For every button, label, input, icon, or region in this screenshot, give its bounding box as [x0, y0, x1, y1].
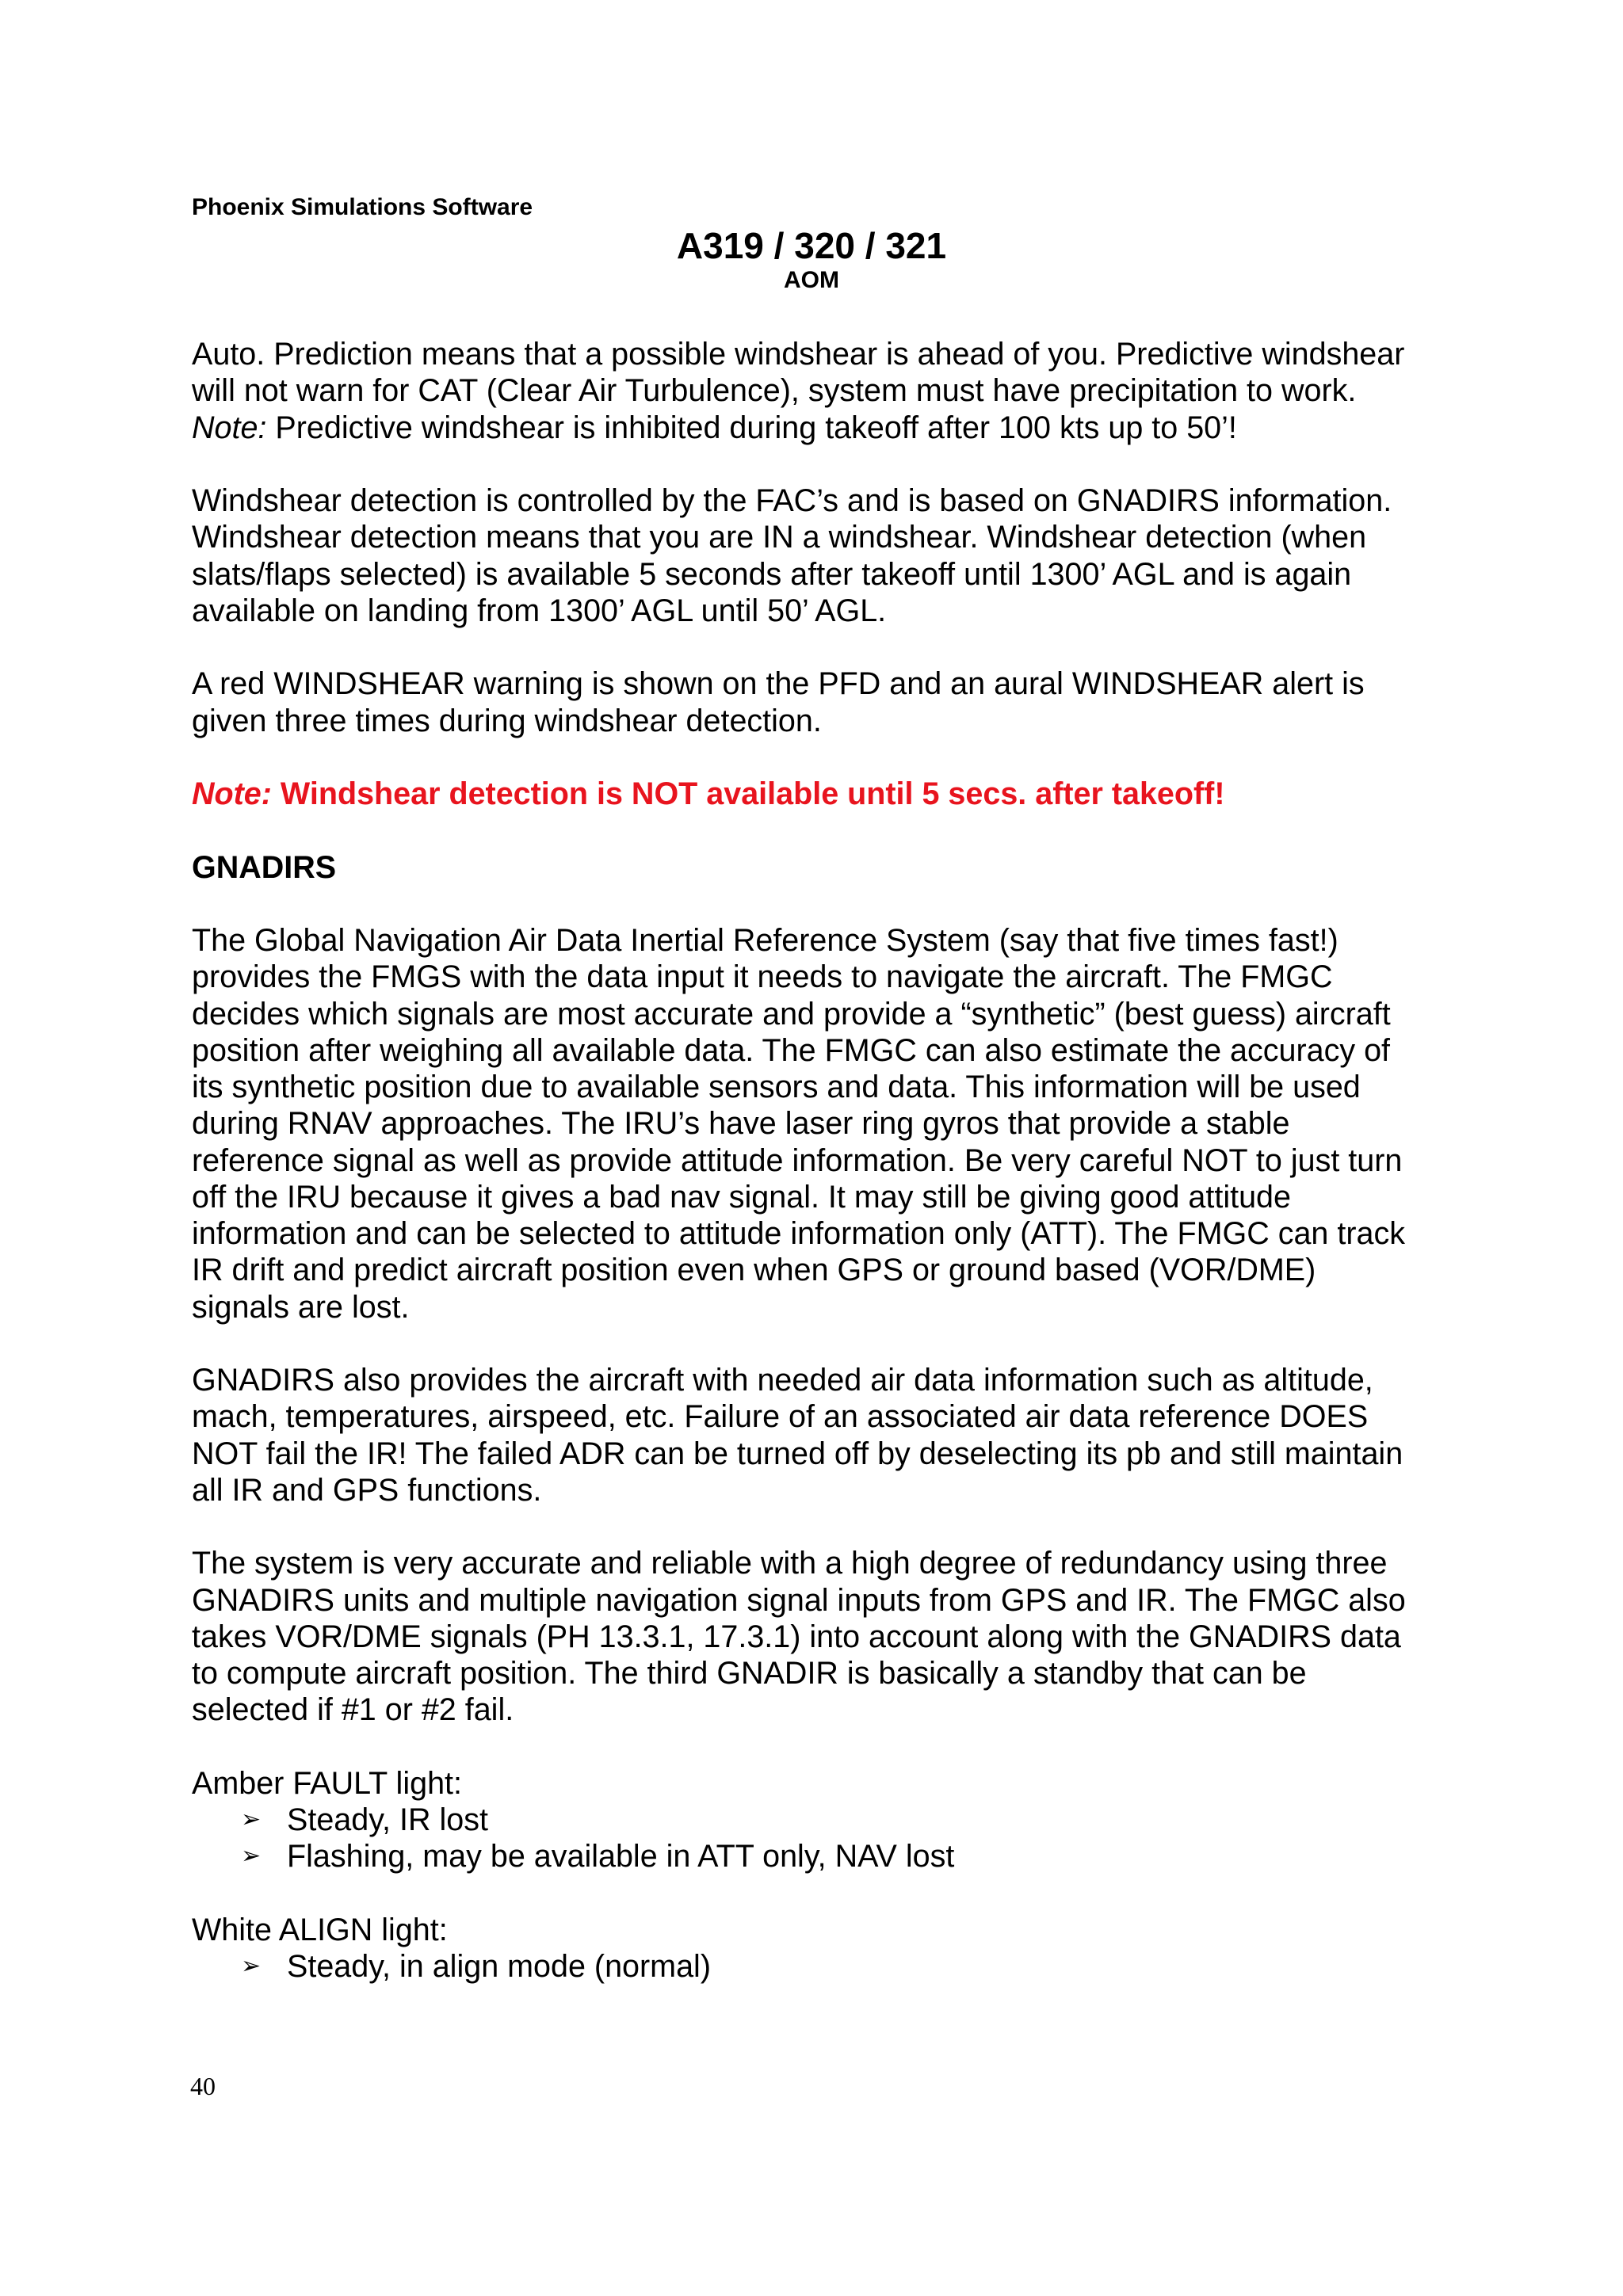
- note-text: Windshear detection is NOT available until 5 secs. after takeoff!: [271, 776, 1225, 811]
- text-line: its synthetic position due to available sensors and data. This information will be used: [192, 1070, 1361, 1104]
- fault-light-block: [192, 1765, 1491, 1875]
- note-line: [192, 776, 1491, 812]
- arrow-bullet-icon: ➢: [241, 1806, 262, 1833]
- text-line: given three times during windshear detection.: [192, 703, 822, 738]
- page-number: 40: [190, 2072, 216, 2100]
- arrow-bullet-icon: ➢: [241, 1843, 262, 1870]
- document-subtitle: AOM: [784, 267, 839, 293]
- fault-light-list: [192, 1802, 1491, 1875]
- text-line: available on landing from 1300’ AGL until 50’ AGL.: [192, 593, 887, 628]
- paragraph-windshear-warning: [192, 666, 1491, 739]
- note-label: Note:: [192, 776, 272, 811]
- note-line: [192, 410, 1491, 446]
- text-line: IR drift and predict aircraft position even when GPS or ground based (VOR/DME): [192, 1253, 1316, 1288]
- list-item: [192, 1802, 1491, 1838]
- section-heading-gnadirs: GNADIRS: [192, 849, 337, 885]
- note-label: Note:: [192, 410, 267, 445]
- note-text: Predictive windshear is inhibited during takeoff after 100 kts up to 50’!: [266, 410, 1237, 445]
- align-light-block: [192, 1912, 1491, 1985]
- paragraph-gnadirs-overview: [192, 922, 1491, 1325]
- text-line: will not warn for CAT (Clear Air Turbulence), system must have precipitation to work.: [192, 373, 1357, 409]
- paragraph-windshear-detection: [192, 482, 1491, 629]
- document-title: A319 / 320 / 321: [676, 225, 947, 266]
- text-line: A red WINDSHEAR warning is shown on the PFD and an aural WINDSHEAR alert is: [192, 666, 1365, 702]
- text-line: off the IRU because it gives a bad nav signal. It may still be giving good attitude: [192, 1179, 1291, 1215]
- text-line: NOT fail the IR! The failed ADR can be turned off by deselecting its pb and still maintain: [192, 1436, 1403, 1471]
- text-line: The system is very accurate and reliable with a high degree of redundancy using three: [192, 1546, 1388, 1581]
- list-item-text: Steady, in align mode (normal): [287, 1949, 711, 1984]
- list-item: [192, 1948, 1491, 1985]
- list-heading: White ALIGN light:: [192, 1912, 448, 1947]
- text-line: position after weighing all available data. The FMGC can also estimate the accuracy of: [192, 1032, 1391, 1068]
- text-line: mach, temperatures, airspeed, etc. Failure of an associated air data reference DOES: [192, 1399, 1369, 1435]
- windshear-availability-note: [192, 776, 1491, 812]
- text-line: takes VOR/DME signals (PH 13.3.1, 17.3.1) into account along with the GNADIRS data: [192, 1619, 1401, 1654]
- list-item-text: Flashing, may be available in ATT only, NAV lost: [287, 1839, 955, 1875]
- text-line: information and can be selected to attitude information only (ATT). The FMGC can track: [192, 1216, 1405, 1251]
- text-line: during RNAV approaches. The IRU’s have laser ring gyros that provide a stable: [192, 1106, 1290, 1142]
- text-line: provides the FMGS with the data input it needs to navigate the aircraft. The FMGC: [192, 959, 1333, 995]
- paragraph-predictive-windshear: [192, 336, 1491, 446]
- text-line: signals are lost.: [192, 1289, 410, 1325]
- align-light-list: [192, 1948, 1491, 1985]
- text-line: selected if #1 or #2 fail.: [192, 1692, 514, 1728]
- list-heading: Amber FAULT light:: [192, 1765, 462, 1801]
- text-line: GNADIRS also provides the aircraft with needed air data information such as altitude,: [192, 1363, 1373, 1398]
- text-line: to compute aircraft position. The third GNADIR is basically a standby that can be: [192, 1656, 1307, 1691]
- arrow-bullet-icon: ➢: [241, 1953, 262, 1979]
- list-item: [192, 1838, 1491, 1875]
- text-line: decides which signals are most accurate and provide a “synthetic” (best guess) aircraft: [192, 996, 1391, 1032]
- body-text: [192, 336, 1491, 2022]
- text-line: GNADIRS units and multiple navigation signal inputs from GPS and IR. The FMGC also: [192, 1582, 1406, 1618]
- list-item-text: Steady, IR lost: [287, 1802, 488, 1837]
- text-line: all IR and GPS functions.: [192, 1472, 542, 1508]
- text-line: The Global Navigation Air Data Inertial Reference System (say that five times fast!): [192, 923, 1338, 958]
- text-line: slats/flaps selected) is available 5 seconds after takeoff until 1300’ AGL and is again: [192, 556, 1352, 592]
- paragraph-air-data: [192, 1362, 1491, 1508]
- text-line: Windshear detection is controlled by the FAC’s and is based on GNADIRS information.: [192, 483, 1392, 518]
- text-line: Auto. Prediction means that a possible windshear is ahead of you. Predictive windshear: [192, 337, 1405, 372]
- text-line: Windshear detection means that you are IN a windshear. Windshear detection (when: [192, 520, 1367, 555]
- text-line: reference signal as well as provide attitude information. Be very careful NOT to just turn: [192, 1142, 1403, 1178]
- paragraph-redundancy: [192, 1545, 1491, 1728]
- publisher-name: Phoenix Simulations Software: [192, 194, 533, 220]
